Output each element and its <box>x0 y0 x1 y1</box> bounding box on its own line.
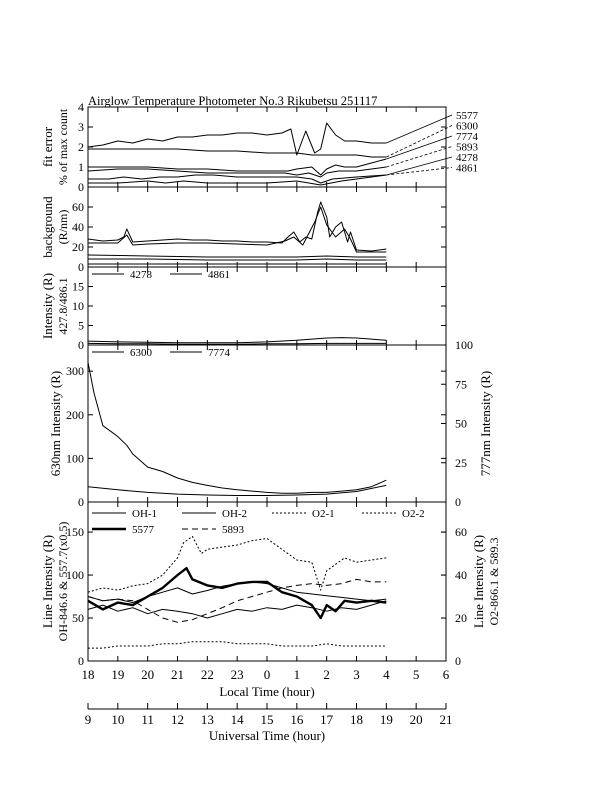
y2-tick-label: 25 <box>455 455 467 470</box>
ut-tick-label: 17 <box>320 712 334 727</box>
ut-tick-label: 18 <box>350 712 363 727</box>
ut-axis-label: Universal Time (hour) <box>208 728 326 743</box>
series-O2-2 <box>88 642 386 648</box>
y-tick-label: 0 <box>78 654 84 668</box>
local-time-tick-label: 0 <box>263 667 271 682</box>
time-axes <box>82 667 453 743</box>
series-5893 <box>88 259 386 260</box>
y-axis-label: Intensity (R) <box>40 272 55 340</box>
y-tick-label: 40 <box>72 220 84 234</box>
legend-label: 6300 <box>130 347 152 359</box>
y-tick-label: 0 <box>78 338 84 352</box>
local-time-axis-label: Local Time (hour) <box>219 684 315 699</box>
panel-frame <box>88 187 446 267</box>
panel-red-intensity <box>48 338 493 509</box>
legend-leader <box>386 157 452 175</box>
y2-tick-label: 50 <box>455 416 467 431</box>
y2-axis-label-2: O2-866.1 & 589.3 <box>487 537 501 626</box>
y-tick-label: 200 <box>66 407 84 422</box>
local-time-tick-label: 5 <box>412 667 420 682</box>
series-5893 <box>88 167 386 177</box>
legend-label: 4278 <box>130 269 152 281</box>
legend-label: OH-1 <box>132 508 158 520</box>
y-tick-label: 150 <box>66 525 84 540</box>
ut-tick-label: 13 <box>200 712 214 727</box>
y-tick-label: 0 <box>78 495 84 509</box>
y-tick-label: 4 <box>78 100 84 114</box>
ut-tick-label: 10 <box>111 712 125 727</box>
series-6300 <box>88 149 386 157</box>
ut-tick-label: 12 <box>171 712 184 727</box>
local-time-tick-label: 19 <box>111 667 125 682</box>
y-axis-label: fit error <box>40 126 55 168</box>
local-time-tick-label: 21 <box>171 667 184 682</box>
legend-leader <box>386 168 452 176</box>
local-time-tick-label: 23 <box>230 667 244 682</box>
panel-background <box>40 187 446 274</box>
y2-tick-label: 100 <box>455 338 473 352</box>
panel-frame <box>88 107 446 187</box>
ut-tick-label: 19 <box>379 712 393 727</box>
panel-fit-error <box>40 100 479 194</box>
y-tick-label: 1 <box>78 160 84 174</box>
series-5893 <box>88 579 386 622</box>
series-6300 <box>88 362 386 493</box>
y-tick-label: 100 <box>66 451 84 466</box>
legend-leader <box>386 147 452 168</box>
legend-label: 5577 <box>132 524 154 536</box>
y-tick-label: 2 <box>78 140 84 154</box>
y-tick-label: 5 <box>78 318 84 333</box>
series-5577 <box>88 568 386 618</box>
y-axis-label-2: (R/nm) <box>56 209 70 245</box>
y2-axis-label: Line Intensity (R) <box>471 534 486 629</box>
y2-axis-label: 777nm Intensity (R) <box>478 370 493 477</box>
y-tick-label: 0 <box>78 260 84 274</box>
local-time-tick-label: 18 <box>81 667 95 682</box>
legend-label: O2-2 <box>402 508 425 520</box>
legend-label: 6300 <box>456 120 478 133</box>
y2-tick-label: 40 <box>455 568 467 583</box>
legend-label: 7774 <box>456 131 478 143</box>
legend-label: 5893 <box>456 141 478 154</box>
y2-tick-label: 60 <box>455 525 467 540</box>
local-time-tick-label: 2 <box>323 667 330 682</box>
series-6300 <box>88 207 386 252</box>
panels-group <box>40 100 501 668</box>
y-tick-label: 3 <box>78 120 84 134</box>
legend-label: O2-1 <box>312 508 335 520</box>
ut-tick-label: 15 <box>260 712 274 727</box>
series-5577 <box>88 123 386 155</box>
ut-tick-label: 21 <box>439 712 453 727</box>
y-tick-label: 300 <box>66 364 84 379</box>
panel-blue-intensity <box>40 267 446 352</box>
ut-tick-label: 14 <box>230 712 244 727</box>
y-axis-label-2: 427.8/486.1 <box>56 277 70 335</box>
series-7774 <box>88 255 386 257</box>
y-axis-label-2: OH-846.6 & 557.7(x0.5) <box>56 521 70 642</box>
legend-leader <box>386 115 452 143</box>
legend-label: 4861 <box>456 162 478 175</box>
legend-leader <box>386 126 452 158</box>
y-axis-label-2: % of max count <box>56 108 70 186</box>
local-time-tick-label: 20 <box>141 667 155 682</box>
legend-label: 4278 <box>456 152 478 164</box>
y2-tick-label: 20 <box>455 611 467 626</box>
y-tick-label: 0 <box>78 180 84 194</box>
y-tick-label: 50 <box>72 611 84 626</box>
ut-tick-label: 16 <box>290 712 304 727</box>
legend-label: 7774 <box>208 347 230 359</box>
legend-label: 4861 <box>208 269 230 281</box>
y2-tick-label: 0 <box>455 654 461 668</box>
y-axis-label: 630nm Intensity (R) <box>48 370 63 477</box>
y-tick-label: 20 <box>72 240 84 254</box>
y-tick-label: 15 <box>72 279 84 294</box>
ut-tick-label: 9 <box>84 712 92 727</box>
series-OH-1 <box>88 582 386 603</box>
panel-frame <box>88 345 446 502</box>
panel-line-intensity <box>40 502 501 668</box>
ut-tick-label: 11 <box>141 712 154 727</box>
legend-label: 5893 <box>222 524 244 536</box>
local-time-tick-label: 22 <box>200 667 214 682</box>
series-7774 <box>88 485 386 495</box>
y-tick-label: 60 <box>72 200 84 214</box>
y-axis-label: Line Intensity (R) <box>40 534 55 629</box>
local-time-tick-label: 4 <box>383 667 390 682</box>
chart-title: Airglow Temperature Photometer No.3 Rikubetsu 251117 <box>88 94 378 108</box>
ut-tick-label: 20 <box>409 712 423 727</box>
y-tick-label: 10 <box>72 299 84 313</box>
local-time-tick-label: 6 <box>442 667 450 682</box>
y2-tick-label: 0 <box>455 495 461 509</box>
y-axis-label: background <box>40 196 55 258</box>
y2-tick-label: 75 <box>455 377 467 392</box>
legend-label: OH-2 <box>222 508 248 520</box>
legend-label: 5577 <box>456 110 478 122</box>
local-time-tick-label: 3 <box>353 667 360 682</box>
y-tick-label: 100 <box>66 568 84 583</box>
local-time-tick-label: 1 <box>293 667 301 682</box>
